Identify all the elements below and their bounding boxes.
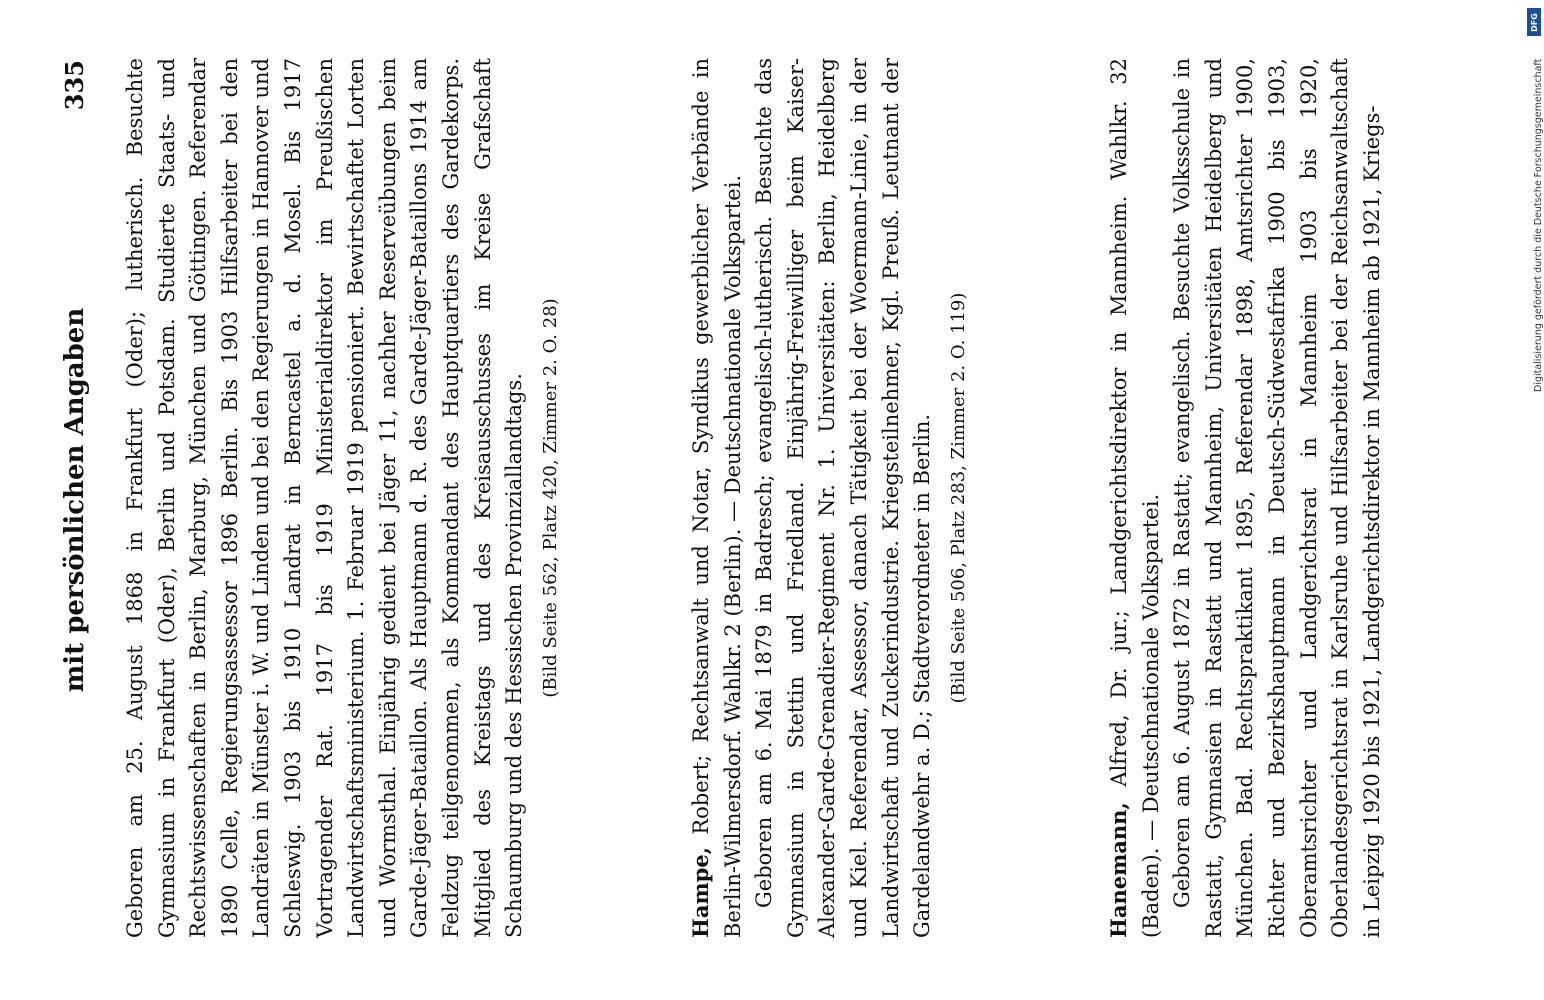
photo-caption: (Bild Seite 506, Platz 283, Zimmer 2. O. 119) [947, 292, 969, 704]
running-title: mit persönlichen Angaben [60, 307, 90, 693]
digitization-note: Digitalisierung gefördert durch die Deutsche Forschungsgemeinschaft [1533, 58, 1544, 392]
entry-name: Hanemann, [1106, 802, 1131, 938]
page-number: 335 [60, 60, 89, 111]
entry-continued [120, 58, 566, 938]
photo-caption: (Bild Seite 562, Platz 420, Zimmer 2. O. 28) [539, 298, 561, 698]
entry-hampe [685, 58, 974, 938]
entry-name: Hampe, [688, 846, 713, 938]
entry-paragraph: Geboren am 6. Mai 1879 in Badresch; evangelisch-lutherisch. Besuchte das Gymnasium in Stettin und Friedland. Einjährig-Freiwilliger beim Kaiser-Alexander-Garde-Grenadier-Regiment Nr. 1. Universitäten: Berlin, Heidelberg und Kiel. Referendar, Assessor, danach Tätigkeit bei der Woermann-Linie, in der Landwirtschaft und Zuckerindustrie. Kriegsteilnehmer, Kgl. Preuß. Leutnant der Gardelandwehr a. D.; Stadtverordneter in Berlin. [752, 58, 935, 938]
entry-hanemann [1103, 58, 1388, 938]
entry-paragraph: Geboren am 25. August 1868 in Frankfurt (Oder); lutherisch. Besuchte Gymnasium in Frankfurt (Oder), Berlin und Potsdam. Studierte Staats- und Rechtswissenschaften in Berlin, Marburg, München und Göttingen. Referendar 1890 Celle, Regierungsassessor 1896 Berlin. Bis 1903 Hilfsarbeiter bei den Landräten in Münster i. W. und Linden und bei den Regierungen in Hannover und Schleswig. 1903 bis 1910 Landrat in Berncastel a. d. Mosel. Bis 1917 Vortragender Rat. 1917 bis 1919 Ministerialdirektor im Preußischen Landwirtschaftsministerium. 1. Februar 1919 pensioniert. Bewirtschaftet Lorten und Wormsthal. Einjährig gedient bei Jäger 11, nachher Reserveübungen beim Garde-Jäger-Bataillon. Als Hauptmann d. R. des Garde-Jäger-Bataillons 1914 am Feldzug teilgenommen, als Kommandant des Hauptquartiers des Gardekorps. Mitglied des Kreistags und des Kreisausschusses im Kreise Grafschaft Schaumburg und des Hessischen Provinziallandtags. [123, 58, 527, 938]
dfg-logo: DFG [1527, 8, 1541, 36]
entry-summary: Robert; Rechtsanwalt und Notar, Syndikus gewerblicher Verbände in Berlin-Wilmersdorf. Wahlkr. 2 (Berlin). — Deutschnationale Volkspartei. [689, 58, 745, 938]
page-header [60, 60, 100, 940]
entry-paragraph: Geboren am 6. August 1872 in Rastatt; evangelisch. Besuchte Volksschule in Rastatt, Gymnasien in Rastatt und Mannheim, Universitäten Heidelberg und München. Bad. Rechtspraktikant 1895, Referendar 1898, Amtsrichter 1900, Richter und Bezirkshauptmann in Deutsch-Südwestafrika 1900 bis 1903, Oberamtsrichter und Landgerichtsrat in Mannheim 1903 bis 1920, Oberlandesgerichtsrat in Karlsruhe und Hilfsarbeiter bei der Reichsanwaltschaft in Leipzig 1920 bis 1921, Landgerichtsdirektor in Mannheim ab 1921, Kriegs- [1170, 58, 1384, 938]
entry-summary: Alfred, Dr. jur.; Landgerichtsdirektor in Mannheim. Wahlkr. 32 (Baden). — Deutschnationale Volkspartei. [1107, 58, 1163, 938]
entry-heading-paragraph [1103, 58, 1167, 938]
entry-heading-paragraph [685, 58, 749, 938]
